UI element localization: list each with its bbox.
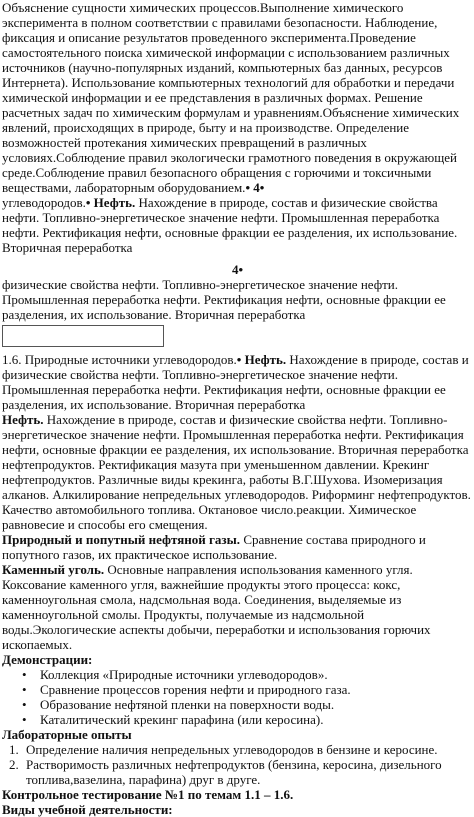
- labs-heading: Лабораторные опыты: [2, 727, 132, 742]
- oil-paragraph-2: физические свойства нефти. Топливно-энергетическое значение нефти. Промышленная переработка нефти. Ректификация нефти, основные фракции ее разделения, их использование. Вторичная переработка: [2, 277, 446, 322]
- demos-list: [2, 667, 473, 727]
- control-test-line: Контрольное тестирование №1 по темам 1.1 – 1.6.: [2, 787, 294, 802]
- oil-heading-3: Нефть.: [2, 412, 44, 427]
- intro-text: Объяснение сущности химических процессов.Выполнение химического эксперимента в полном соответствии с правилами безопасности. Наблюдение, фиксация и описание результатов проведенного эксперимента.Проведение самостоятельного поиска химической информации с использованием различных источников (научно-популярных изданий, компьютерных баз данных, ресурсов Интернета). Использование компьютерных технологий для обработки и передачи химической информации и ее представления в различных формах. Решение расчетных задач по химическим формулам и уравнениям.Объяснение химических явлений, происходящих в природе, быту и на производстве. Определение возможностей протекания химических превращений в различных условиях.Соблюдение правил экологически грамотного поведения в окружающей среде.Соблюдение правил безопасного обращения с горючими и токсичными веществами, лабораторным оборудованием.: [2, 0, 460, 195]
- section-marker: • 4•: [245, 180, 265, 195]
- gas-heading: Природный и попутный нефтяной газы.: [2, 532, 241, 547]
- spacer: [2, 255, 473, 262]
- demo-item: • Сравнение процессов горения нефти и природного газа.: [40, 682, 473, 697]
- oil-paragraph-3: [2, 412, 473, 532]
- natural-sources-text: Нахождение в природе, состав и физические свойства нефти. Топливно-энергетическое значение нефти. Промышленная переработка нефти. Ректификация нефти, основные фракции ее разделения, их использование. Вторичная переработка: [2, 352, 469, 412]
- demo-item: • Коллекция «Природные источники углеводородов».: [40, 667, 473, 682]
- center-marker: 4•: [231, 262, 244, 277]
- natural-sources-start: 1.6. Природные источники углеводородов.: [2, 352, 237, 367]
- lab-item: 1. Определение наличия непредельных углеводородов в бензине и керосине.: [22, 742, 473, 757]
- oil-heading-1: • Нефть.: [85, 195, 136, 210]
- activities-heading: Виды учебной деятельности:: [2, 802, 173, 817]
- gas-paragraph: [2, 532, 473, 562]
- natural-sources-paragraph: [2, 352, 473, 412]
- oil-paragraph-1: [2, 195, 473, 255]
- coal-heading: Каменный уголь.: [2, 562, 105, 577]
- labs-list: [2, 742, 473, 787]
- lab-item: 2. Растворимость различных нефтепродуктов (бензина, керосина, дизельного топлива,вазелина, парафина) друг в друге.: [22, 757, 473, 787]
- empty-frame: [2, 325, 164, 347]
- oil-paragraph-1-start: углеводородов.: [2, 195, 86, 210]
- gas-text: Сравнение состава природного и попутного газов, их практическое использование.: [2, 532, 426, 562]
- intro-paragraph: [2, 0, 473, 195]
- demo-item: • Образование нефтяной пленки на поверхности воды.: [40, 697, 473, 712]
- oil-paragraph-3-text: Нахождение в природе, состав и физические свойства нефти. Топливно-энергетическое значение нефти. Промышленная переработка нефти. Ректификация нефти, основные фракции ее разделения, их использование. Вторичная переработка нефтепродуктов. Ректификация мазута при уменьшенном давлении. Крекинг нефтепродуктов. Различные виды крекинга, работы В.Г.Шухова. Изомеризация алканов. Алкилирование непредельных углеводородов. Риформинг нефтепродуктов. Качество автомобильного топлива. Октановое число.реакции. Химическое равновесие и способы его смещения.: [2, 412, 471, 532]
- oil-heading-2: • Нефть.: [236, 352, 287, 367]
- coal-text: Основные направления использования каменного угля. Коксование каменного угля, важнейшие продукты этого процесса: кокс, каменноугольная смола, надсмольная вода. Соединения, выделяемые из каменноугольной смолы. Продукты, получаемые из надсмольной воды.Экологические аспекты добычи, переработки и использования горючих ископаемых.: [2, 562, 431, 652]
- demo-item: • Каталитический крекинг парафина (или керосина).: [40, 712, 473, 727]
- oil-paragraph-1-text: Нахождение в природе, состав и физические свойства нефти. Топливно-энергетическое значение нефти. Промышленная переработка нефти. Ректификация нефти, основные фракции ее разделения, их использование. Вторичная переработка: [2, 195, 458, 255]
- demos-heading: Демонстрации:: [2, 652, 93, 667]
- coal-paragraph: [2, 562, 473, 652]
